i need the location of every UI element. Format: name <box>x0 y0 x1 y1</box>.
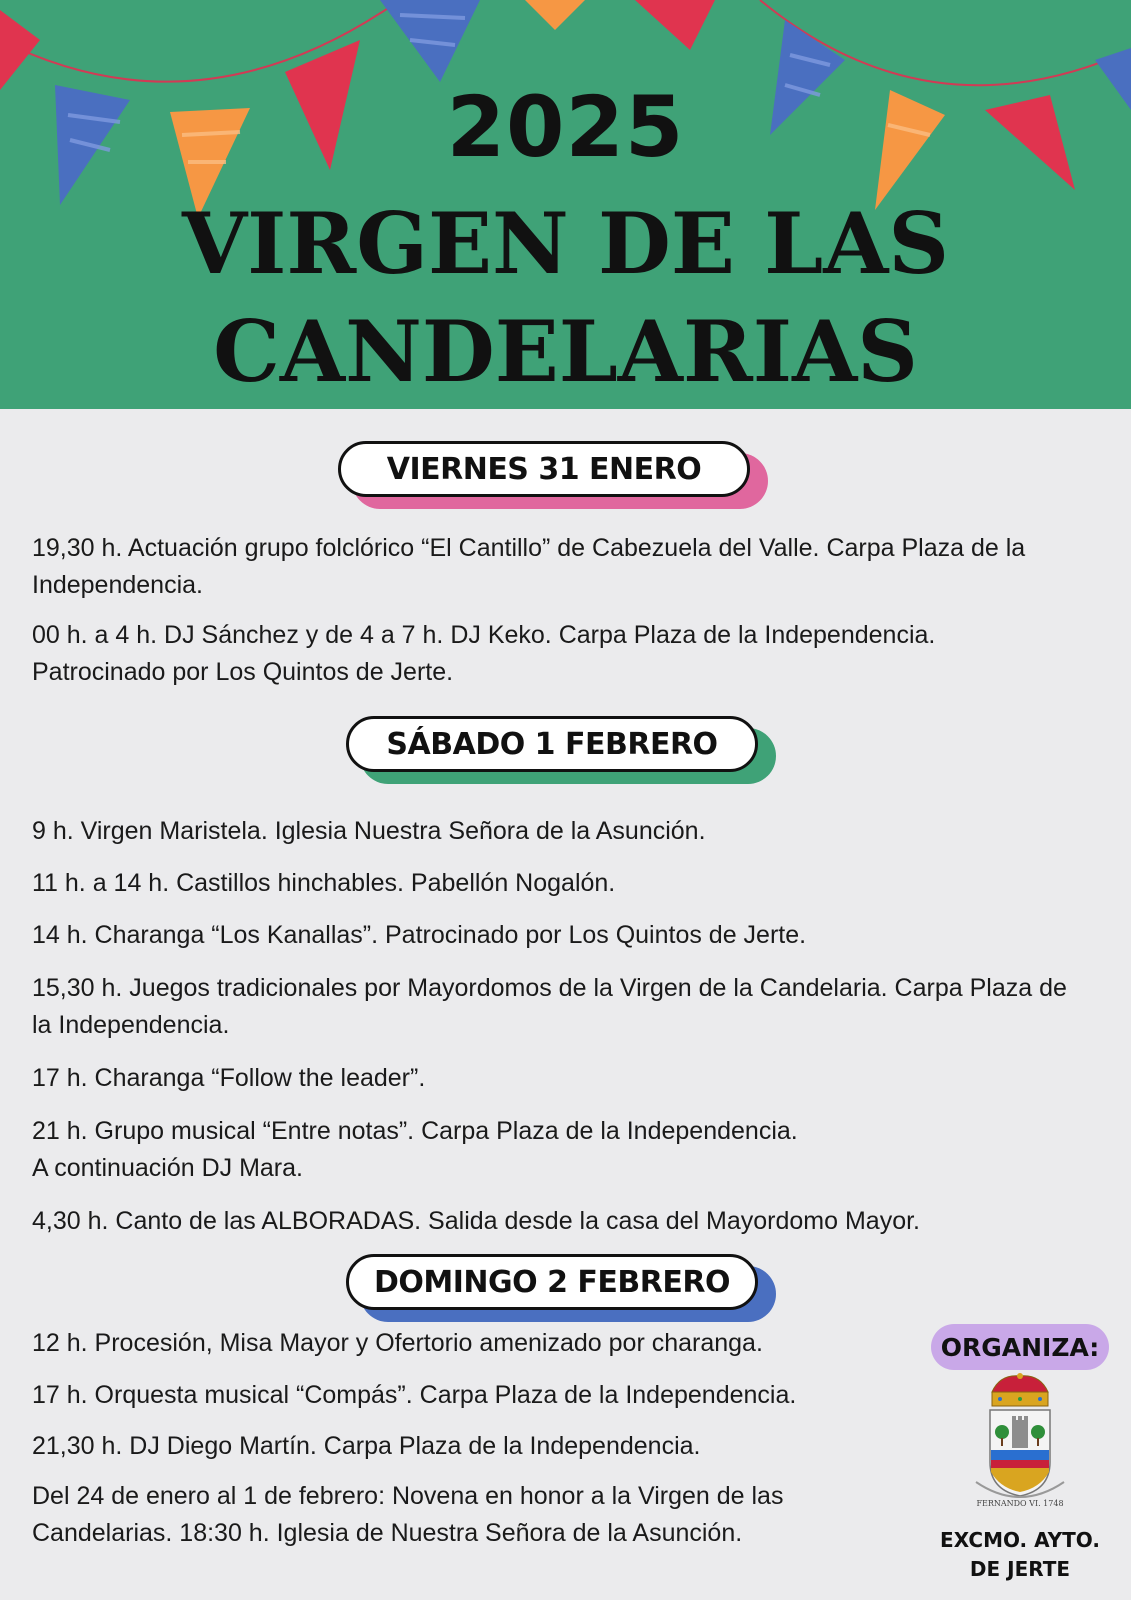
event-year: 2025 <box>446 78 685 176</box>
organizer-name <box>920 1526 1120 1584</box>
header-banner <box>0 0 1131 409</box>
event-item: 17 h. Charanga “Follow the leader”. <box>32 1064 426 1092</box>
day-label: SÁBADO 1 FEBRERO <box>346 716 758 772</box>
event-item: 15,30 h. Juegos tradicionales por Mayordomos de la Virgen de la Candelaria. Carpa Plaza de la Independencia. <box>32 974 1067 1039</box>
event-title-line2: CANDELARIAS <box>213 302 918 401</box>
day-label: VIERNES 31 ENERO <box>338 441 750 497</box>
event-item: Del 24 de enero al 1 de febrero: Novena en honor a la Virgen de las Candelarias. 18:30 h. Iglesia de Nuestra Señora de la Asunción. <box>32 1482 784 1547</box>
flag-red <box>635 0 715 50</box>
event-item: 9 h. Virgen Maristela. Iglesia Nuestra Señora de la Asunción. <box>32 817 706 845</box>
event-item: 21,30 h. DJ Diego Martín. Carpa Plaza de la Independencia. <box>32 1432 701 1460</box>
coat-of-arms-icon <box>970 1372 1070 1512</box>
crest-motto: FERNANDO VI. 1748 <box>976 1499 1064 1508</box>
day-heading-sabado <box>346 716 758 772</box>
event-item: 14 h. Charanga “Los Kanallas”. Patrocinado por Los Quintos de Jerte. <box>32 921 807 949</box>
organizer-name-line1: EXCMO. AYTO. <box>940 1528 1100 1552</box>
day-label: DOMINGO 2 FEBRERO <box>346 1254 758 1310</box>
event-item: 00 h. a 4 h. DJ Sánchez y de 4 a 7 h. DJ Keko. Carpa Plaza de la Independencia. Patrocinado por Los Quintos de Jerte. <box>32 621 936 686</box>
event-item: A continuación DJ Mara. <box>32 1154 303 1182</box>
flag-orange <box>525 0 585 30</box>
day-heading-viernes <box>338 441 750 497</box>
event-title-line1: VIRGEN DE LAS <box>181 194 950 293</box>
event-item: 11 h. a 14 h. Castillos hinchables. Pabellón Nogalón. <box>32 869 616 897</box>
day-heading-domingo <box>346 1254 758 1310</box>
event-item: 12 h. Procesión, Misa Mayor y Ofertorio amenizado por charanga. <box>32 1329 763 1357</box>
organizer-name-line2: DE JERTE <box>969 1557 1071 1581</box>
event-item: 4,30 h. Canto de las ALBORADAS. Salida desde la casa del Mayordomo Mayor. <box>32 1207 920 1235</box>
event-item: 21 h. Grupo musical “Entre notas”. Carpa Plaza de la Independencia. <box>32 1117 798 1145</box>
event-item: 17 h. Orquesta musical “Compás”. Carpa Plaza de la Independencia. <box>32 1381 797 1409</box>
event-item: 19,30 h. Actuación grupo folclórico “El Cantillo” de Cabezuela del Valle. Carpa Plaza de la Independencia. <box>32 534 1026 599</box>
organiza-badge: ORGANIZA: <box>931 1324 1109 1370</box>
